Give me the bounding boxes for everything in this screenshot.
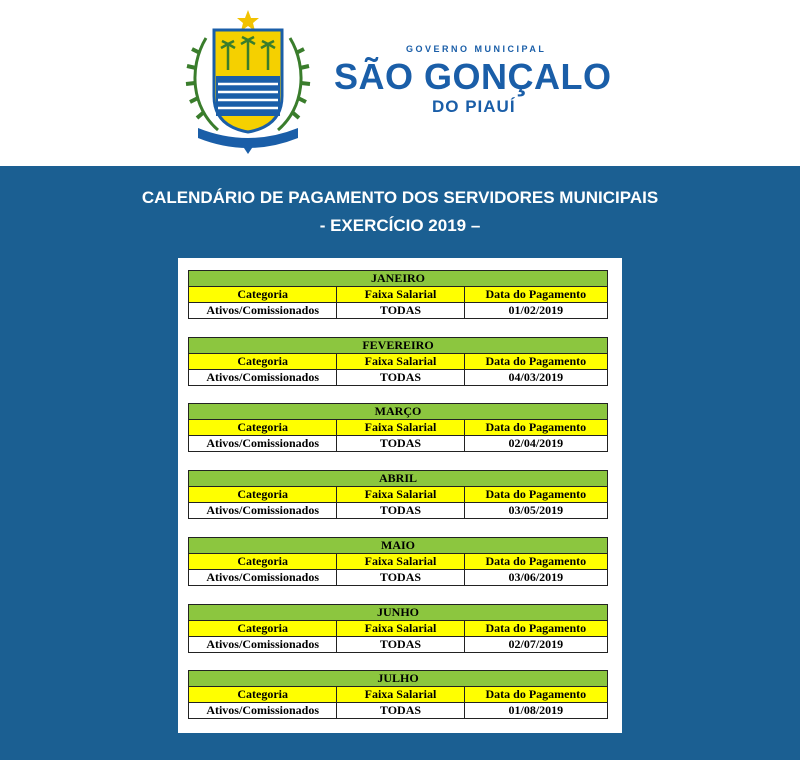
month-header-row — [189, 605, 608, 621]
column-header-row — [189, 687, 608, 703]
month-name: MARÇO — [189, 404, 608, 420]
cell-faixa: TODAS — [337, 570, 464, 586]
month-header-row — [189, 671, 608, 687]
brand-title: SÃO GONÇALO — [334, 56, 612, 97]
month-table — [188, 670, 608, 719]
column-header-categoria: Categoria — [189, 687, 337, 703]
column-header-faixa: Faixa Salarial — [337, 287, 464, 303]
cell-faixa: TODAS — [337, 370, 464, 386]
cell-data: 03/06/2019 — [464, 570, 607, 586]
cell-faixa: TODAS — [337, 703, 464, 719]
table-row — [189, 637, 608, 653]
month-header-row — [189, 404, 608, 420]
month-name: JANEIRO — [189, 271, 608, 287]
month-header-row — [189, 538, 608, 554]
month-header-row — [189, 271, 608, 287]
cell-categoria: Ativos/Comissionados — [189, 370, 337, 386]
cell-categoria: Ativos/Comissionados — [189, 703, 337, 719]
cell-categoria: Ativos/Comissionados — [189, 303, 337, 319]
cell-data: 04/03/2019 — [464, 370, 607, 386]
column-header-faixa: Faixa Salarial — [337, 487, 464, 503]
month-name: JULHO — [189, 671, 608, 687]
column-header-row — [189, 554, 608, 570]
column-header-data: Data do Pagamento — [464, 420, 607, 436]
cell-data: 01/08/2019 — [464, 703, 607, 719]
column-header-faixa: Faixa Salarial — [337, 354, 464, 370]
column-header-categoria: Categoria — [189, 554, 337, 570]
cell-data: 01/02/2019 — [464, 303, 607, 319]
page-subtitle: - EXERCÍCIO 2019 – — [319, 216, 481, 235]
column-header-categoria: Categoria — [189, 354, 337, 370]
cell-categoria: Ativos/Comissionados — [189, 637, 337, 653]
cell-categoria: Ativos/Comissionados — [189, 503, 337, 519]
month-header-row — [189, 471, 608, 487]
month-name: FEVEREIRO — [189, 338, 608, 354]
month-name: JUNHO — [189, 605, 608, 621]
column-header-data: Data do Pagamento — [464, 621, 607, 637]
brand-small-text: GOVERNO MUNICIPAL — [406, 44, 547, 54]
column-header-data: Data do Pagamento — [464, 687, 607, 703]
column-header-data: Data do Pagamento — [464, 487, 607, 503]
table-row — [189, 503, 608, 519]
column-header-row — [189, 487, 608, 503]
brand-subtitle: DO PIAUÍ — [432, 97, 516, 116]
header — [0, 0, 800, 166]
cell-faixa: TODAS — [337, 503, 464, 519]
municipal-crest-icon — [178, 8, 318, 156]
table-row — [189, 703, 608, 719]
column-header-faixa: Faixa Salarial — [337, 554, 464, 570]
column-header-row — [189, 621, 608, 637]
month-table — [188, 537, 608, 586]
month-table — [188, 270, 608, 319]
cell-data: 02/07/2019 — [464, 637, 607, 653]
month-name: ABRIL — [189, 471, 608, 487]
column-header-faixa: Faixa Salarial — [337, 621, 464, 637]
month-name: MAIO — [189, 538, 608, 554]
table-row — [189, 570, 608, 586]
column-header-faixa: Faixa Salarial — [337, 687, 464, 703]
column-header-categoria: Categoria — [189, 287, 337, 303]
column-header-data: Data do Pagamento — [464, 554, 607, 570]
cell-categoria: Ativos/Comissionados — [189, 436, 337, 452]
month-header-row — [189, 338, 608, 354]
page-title: CALENDÁRIO DE PAGAMENTO DOS SERVIDORES MUNICIPAIS — [141, 188, 659, 207]
table-row — [189, 436, 608, 452]
column-header-categoria: Categoria — [189, 621, 337, 637]
cell-data: 02/04/2019 — [464, 436, 607, 452]
month-table — [188, 403, 608, 452]
cell-faixa: TODAS — [337, 436, 464, 452]
cell-faixa: TODAS — [337, 637, 464, 653]
column-header-row — [189, 287, 608, 303]
column-header-row — [189, 354, 608, 370]
month-table — [188, 470, 608, 519]
column-header-categoria: Categoria — [189, 487, 337, 503]
column-header-data: Data do Pagamento — [464, 287, 607, 303]
cell-data: 03/05/2019 — [464, 503, 607, 519]
column-header-categoria: Categoria — [189, 420, 337, 436]
month-table — [188, 604, 608, 653]
month-table — [188, 337, 608, 386]
table-row — [189, 303, 608, 319]
column-header-faixa: Faixa Salarial — [337, 420, 464, 436]
column-header-row — [189, 420, 608, 436]
column-header-data: Data do Pagamento — [464, 354, 607, 370]
cell-categoria: Ativos/Comissionados — [189, 570, 337, 586]
table-row — [189, 370, 608, 386]
cell-faixa: TODAS — [337, 303, 464, 319]
